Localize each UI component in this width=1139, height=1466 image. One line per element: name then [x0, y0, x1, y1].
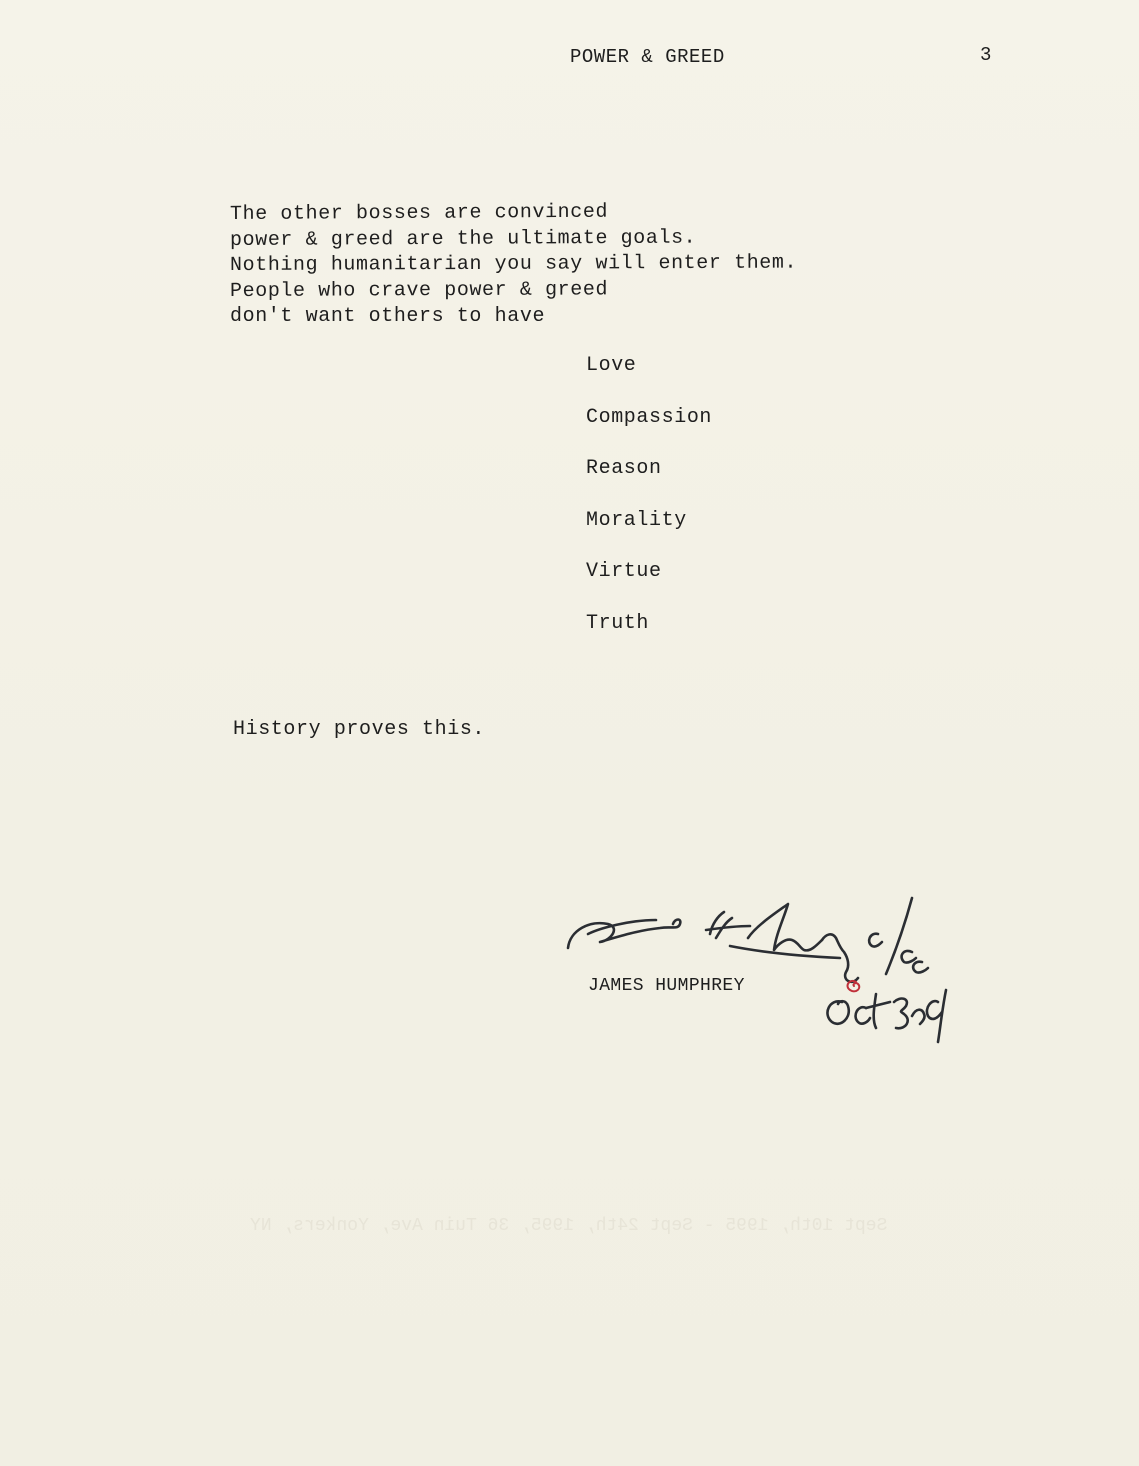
poem-line: The other bosses are convinced [229, 200, 609, 226]
virtue-item: Virtue [586, 560, 662, 584]
conclusion-line: History proves this. [233, 718, 486, 741]
bleed-through-text: Sept 10th, 1995 - Sept 24th, 1995, 36 Tuin Ave, Yonkers, NY [250, 1216, 888, 1236]
virtue-item: Morality [586, 508, 687, 532]
poem-stanza [230, 202, 797, 330]
virtue-item: Compassion [586, 405, 713, 429]
poem-line: Nothing humanitarian you say will enter them. [229, 251, 798, 277]
virtue-item: Reason [586, 457, 662, 481]
typed-author-name: JAMES HUMPHREY [588, 976, 745, 996]
page-title: POWER & GREED [570, 46, 725, 68]
poem-line: power & greed are the ultimate goals. [229, 226, 697, 252]
virtue-item: Truth [586, 611, 650, 635]
virtue-item: Love [586, 354, 637, 377]
poem-line: People who crave power & greed [229, 277, 609, 303]
handwritten-signature [560, 890, 950, 1050]
virtues-list [586, 354, 712, 664]
page-number: 3 [980, 44, 992, 66]
poem-line: don't want others to have [230, 305, 546, 328]
